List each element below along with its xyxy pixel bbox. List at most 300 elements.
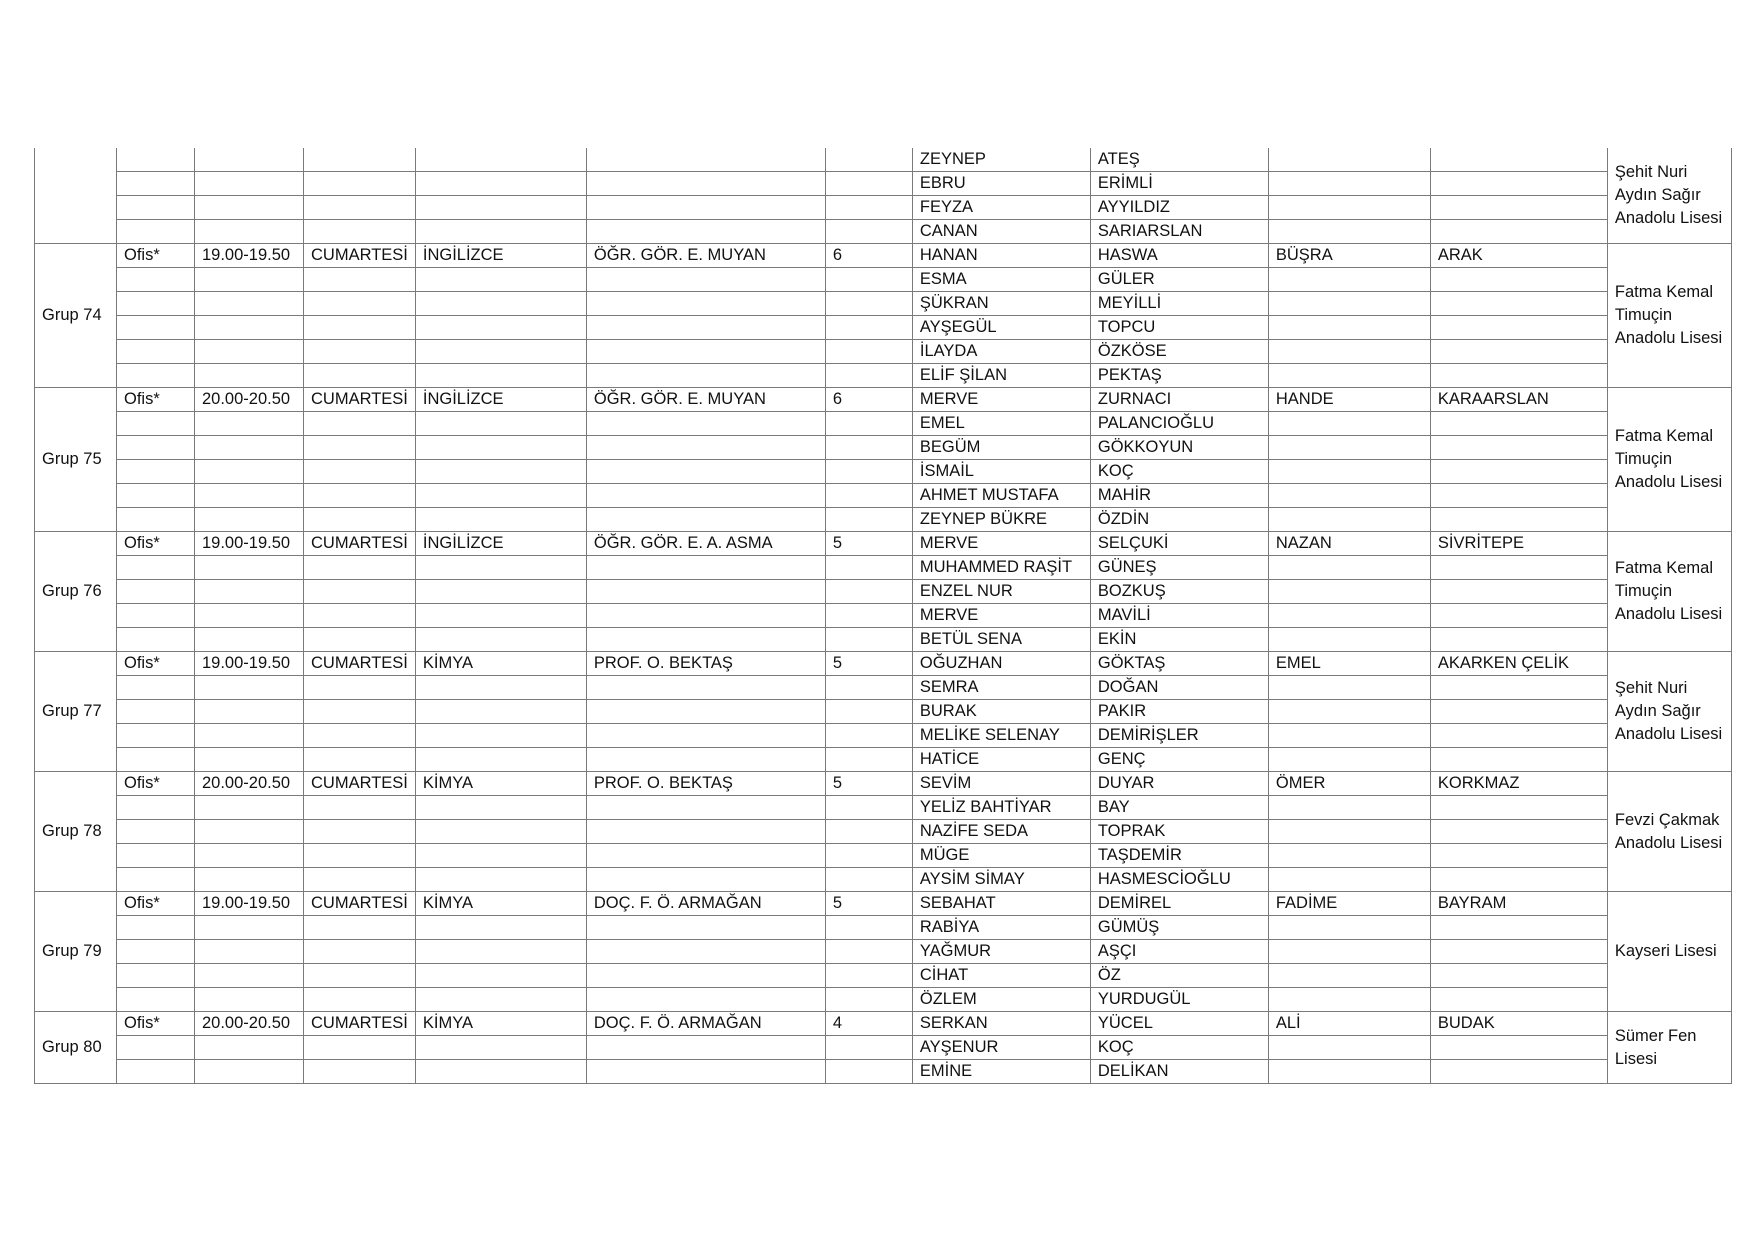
subject-cell: [415, 796, 586, 820]
mentor-first-name-cell: ÖMER: [1268, 772, 1430, 796]
count-cell: [825, 940, 912, 964]
room-cell: [117, 988, 195, 1012]
room-cell: [117, 844, 195, 868]
table-row: [35, 628, 1732, 652]
room-cell: [117, 340, 195, 364]
subject-cell: [415, 220, 586, 244]
student-first-name-cell: ÖZLEM: [912, 988, 1090, 1012]
table-row: [35, 412, 1732, 436]
teacher-cell: [586, 628, 825, 652]
teacher-cell: [586, 556, 825, 580]
subject-cell: [415, 964, 586, 988]
student-first-name-cell: ENZEL NUR: [912, 580, 1090, 604]
student-first-name-cell: ESMA: [912, 268, 1090, 292]
teacher-cell: PROF. O. BEKTAŞ: [586, 772, 825, 796]
room-cell: [117, 268, 195, 292]
student-last-name-cell: SELÇUKİ: [1090, 532, 1268, 556]
table-row: [35, 940, 1732, 964]
time-cell: [195, 700, 304, 724]
student-first-name-cell: İSMAİL: [912, 460, 1090, 484]
room-cell: Ofis*: [117, 1012, 195, 1036]
subject-cell: KİMYA: [415, 1012, 586, 1036]
time-cell: [195, 316, 304, 340]
mentor-last-name-cell: [1430, 460, 1607, 484]
student-first-name-cell: BURAK: [912, 700, 1090, 724]
count-cell: 5: [825, 652, 912, 676]
table-row: [35, 244, 1732, 268]
student-first-name-cell: AHMET MUSTAFA: [912, 484, 1090, 508]
table-row: [35, 868, 1732, 892]
time-cell: 19.00-19.50: [195, 652, 304, 676]
mentor-first-name-cell: [1268, 316, 1430, 340]
count-cell: [825, 868, 912, 892]
mentor-first-name-cell: EMEL: [1268, 652, 1430, 676]
time-cell: [195, 556, 304, 580]
table-row: [35, 556, 1732, 580]
table-row: [35, 580, 1732, 604]
room-cell: Ofis*: [117, 244, 195, 268]
subject-cell: [415, 172, 586, 196]
time-cell: 20.00-20.50: [195, 388, 304, 412]
time-cell: [195, 1060, 304, 1084]
school-name-cell: Şehit Nuri Aydın Sağır Anadolu Lisesi: [1607, 148, 1731, 244]
day-cell: [304, 820, 416, 844]
count-cell: [825, 916, 912, 940]
mentor-first-name-cell: [1268, 484, 1430, 508]
room-cell: [117, 796, 195, 820]
time-cell: [195, 940, 304, 964]
room-cell: [117, 916, 195, 940]
table-row: [35, 364, 1732, 388]
mentor-last-name-cell: ARAK: [1430, 244, 1607, 268]
table-row: [35, 316, 1732, 340]
room-cell: [117, 556, 195, 580]
teacher-cell: [586, 988, 825, 1012]
teacher-cell: [586, 940, 825, 964]
time-cell: [195, 196, 304, 220]
time-cell: [195, 916, 304, 940]
teacher-cell: [586, 172, 825, 196]
teacher-cell: [586, 436, 825, 460]
mentor-last-name-cell: [1430, 220, 1607, 244]
room-cell: Ofis*: [117, 892, 195, 916]
count-cell: [825, 148, 912, 172]
room-cell: [117, 292, 195, 316]
count-cell: [825, 820, 912, 844]
table-row: [35, 604, 1732, 628]
time-cell: [195, 628, 304, 652]
day-cell: [304, 916, 416, 940]
room-cell: [117, 748, 195, 772]
mentor-last-name-cell: [1430, 364, 1607, 388]
student-last-name-cell: TOPCU: [1090, 316, 1268, 340]
student-last-name-cell: ZURNACI: [1090, 388, 1268, 412]
student-first-name-cell: SEMRA: [912, 676, 1090, 700]
mentor-first-name-cell: [1268, 988, 1430, 1012]
student-last-name-cell: DEMİRİŞLER: [1090, 724, 1268, 748]
subject-cell: [415, 700, 586, 724]
subject-cell: [415, 268, 586, 292]
mentor-first-name-cell: [1268, 292, 1430, 316]
room-cell: [117, 700, 195, 724]
day-cell: CUMARTESİ: [304, 388, 416, 412]
day-cell: [304, 628, 416, 652]
teacher-cell: [586, 316, 825, 340]
mentor-first-name-cell: [1268, 580, 1430, 604]
student-first-name-cell: SEBAHAT: [912, 892, 1090, 916]
time-cell: 20.00-20.50: [195, 1012, 304, 1036]
table-row: [35, 844, 1732, 868]
teacher-cell: DOÇ. F. Ö. ARMAĞAN: [586, 1012, 825, 1036]
mentor-first-name-cell: HANDE: [1268, 388, 1430, 412]
day-cell: [304, 700, 416, 724]
day-cell: [304, 964, 416, 988]
mentor-first-name-cell: [1268, 268, 1430, 292]
room-cell: [117, 148, 195, 172]
student-last-name-cell: YURDUGÜL: [1090, 988, 1268, 1012]
teacher-cell: ÖĞR. GÖR. E. MUYAN: [586, 388, 825, 412]
count-cell: 5: [825, 892, 912, 916]
room-cell: [117, 460, 195, 484]
student-first-name-cell: CANAN: [912, 220, 1090, 244]
table-row: [35, 148, 1732, 172]
mentor-last-name-cell: [1430, 676, 1607, 700]
student-first-name-cell: HANAN: [912, 244, 1090, 268]
day-cell: [304, 796, 416, 820]
group-label-cell: Grup 74: [35, 244, 117, 388]
day-cell: [304, 436, 416, 460]
student-last-name-cell: DOĞAN: [1090, 676, 1268, 700]
day-cell: [304, 412, 416, 436]
count-cell: [825, 196, 912, 220]
teacher-cell: [586, 292, 825, 316]
mentor-last-name-cell: [1430, 940, 1607, 964]
subject-cell: [415, 292, 586, 316]
time-cell: [195, 340, 304, 364]
table-row: [35, 484, 1732, 508]
student-first-name-cell: HATİCE: [912, 748, 1090, 772]
student-last-name-cell: MAVİLİ: [1090, 604, 1268, 628]
table-row: [35, 460, 1732, 484]
mentor-first-name-cell: [1268, 460, 1430, 484]
room-cell: [117, 868, 195, 892]
student-first-name-cell: MELİKE SELENAY: [912, 724, 1090, 748]
count-cell: [825, 268, 912, 292]
count-cell: [825, 748, 912, 772]
count-cell: [825, 1060, 912, 1084]
group-label-cell: Grup 79: [35, 892, 117, 1012]
student-last-name-cell: ERİMLİ: [1090, 172, 1268, 196]
mentor-last-name-cell: SİVRİTEPE: [1430, 532, 1607, 556]
table-row: [35, 532, 1732, 556]
time-cell: [195, 748, 304, 772]
student-first-name-cell: AYŞENUR: [912, 1036, 1090, 1060]
mentor-last-name-cell: [1430, 700, 1607, 724]
count-cell: [825, 172, 912, 196]
student-first-name-cell: MERVE: [912, 532, 1090, 556]
count-cell: [825, 964, 912, 988]
student-last-name-cell: ATEŞ: [1090, 148, 1268, 172]
mentor-last-name-cell: [1430, 508, 1607, 532]
mentor-last-name-cell: [1430, 484, 1607, 508]
student-last-name-cell: PAKIR: [1090, 700, 1268, 724]
table-row: [35, 220, 1732, 244]
student-first-name-cell: EBRU: [912, 172, 1090, 196]
teacher-cell: [586, 268, 825, 292]
room-cell: [117, 940, 195, 964]
subject-cell: [415, 1036, 586, 1060]
room-cell: [117, 964, 195, 988]
subject-cell: [415, 604, 586, 628]
student-last-name-cell: BOZKUŞ: [1090, 580, 1268, 604]
count-cell: [825, 484, 912, 508]
teacher-cell: [586, 364, 825, 388]
mentor-first-name-cell: [1268, 796, 1430, 820]
room-cell: [117, 628, 195, 652]
mentor-last-name-cell: [1430, 556, 1607, 580]
schedule-body: [35, 148, 1732, 1084]
time-cell: [195, 988, 304, 1012]
table-row: [35, 1060, 1732, 1084]
student-last-name-cell: GENÇ: [1090, 748, 1268, 772]
table-row: [35, 340, 1732, 364]
student-last-name-cell: GÜLER: [1090, 268, 1268, 292]
room-cell: [117, 676, 195, 700]
mentor-first-name-cell: [1268, 340, 1430, 364]
subject-cell: İNGİLİZCE: [415, 532, 586, 556]
time-cell: [195, 220, 304, 244]
mentor-last-name-cell: AKARKEN ÇELİK: [1430, 652, 1607, 676]
time-cell: [195, 412, 304, 436]
subject-cell: [415, 580, 586, 604]
teacher-cell: [586, 220, 825, 244]
count-cell: [825, 556, 912, 580]
time-cell: 19.00-19.50: [195, 244, 304, 268]
time-cell: [195, 172, 304, 196]
subject-cell: [415, 1060, 586, 1084]
day-cell: [304, 868, 416, 892]
teacher-cell: [586, 196, 825, 220]
teacher-cell: [586, 1036, 825, 1060]
subject-cell: [415, 916, 586, 940]
subject-cell: [415, 820, 586, 844]
table-row: [35, 1036, 1732, 1060]
school-name-cell: Fatma Kemal Timuçin Anadolu Lisesi: [1607, 532, 1731, 652]
room-cell: [117, 580, 195, 604]
mentor-first-name-cell: [1268, 508, 1430, 532]
teacher-cell: [586, 748, 825, 772]
count-cell: [825, 364, 912, 388]
count-cell: [825, 316, 912, 340]
table-row: [35, 988, 1732, 1012]
day-cell: [304, 268, 416, 292]
time-cell: 19.00-19.50: [195, 532, 304, 556]
student-last-name-cell: YÜCEL: [1090, 1012, 1268, 1036]
student-first-name-cell: OĞUZHAN: [912, 652, 1090, 676]
mentor-first-name-cell: [1268, 172, 1430, 196]
teacher-cell: ÖĞR. GÖR. E. A. ASMA: [586, 532, 825, 556]
count-cell: 6: [825, 388, 912, 412]
table-row: [35, 748, 1732, 772]
day-cell: CUMARTESİ: [304, 892, 416, 916]
count-cell: 4: [825, 1012, 912, 1036]
subject-cell: İNGİLİZCE: [415, 244, 586, 268]
teacher-cell: [586, 1060, 825, 1084]
mentor-first-name-cell: [1268, 196, 1430, 220]
student-last-name-cell: GÖKKOYUN: [1090, 436, 1268, 460]
student-last-name-cell: DUYAR: [1090, 772, 1268, 796]
teacher-cell: [586, 508, 825, 532]
student-first-name-cell: ELİF ŞİLAN: [912, 364, 1090, 388]
table-row: [35, 508, 1732, 532]
teacher-cell: [586, 724, 825, 748]
count-cell: [825, 412, 912, 436]
student-first-name-cell: ZEYNEP: [912, 148, 1090, 172]
student-first-name-cell: RABİYA: [912, 916, 1090, 940]
time-cell: [195, 844, 304, 868]
teacher-cell: [586, 580, 825, 604]
time-cell: [195, 820, 304, 844]
mentor-last-name-cell: [1430, 988, 1607, 1012]
count-cell: [825, 700, 912, 724]
day-cell: [304, 364, 416, 388]
room-cell: [117, 820, 195, 844]
teacher-cell: [586, 484, 825, 508]
mentor-first-name-cell: NAZAN: [1268, 532, 1430, 556]
time-cell: [195, 148, 304, 172]
student-first-name-cell: MERVE: [912, 388, 1090, 412]
student-first-name-cell: BEGÜM: [912, 436, 1090, 460]
student-last-name-cell: BAY: [1090, 796, 1268, 820]
mentor-last-name-cell: [1430, 268, 1607, 292]
time-cell: [195, 1036, 304, 1060]
mentor-last-name-cell: KORKMAZ: [1430, 772, 1607, 796]
day-cell: [304, 1036, 416, 1060]
teacher-cell: [586, 460, 825, 484]
student-first-name-cell: İLAYDA: [912, 340, 1090, 364]
time-cell: [195, 964, 304, 988]
day-cell: [304, 316, 416, 340]
room-cell: Ofis*: [117, 388, 195, 412]
teacher-cell: [586, 148, 825, 172]
student-last-name-cell: PEKTAŞ: [1090, 364, 1268, 388]
mentor-first-name-cell: [1268, 724, 1430, 748]
day-cell: [304, 844, 416, 868]
mentor-first-name-cell: [1268, 220, 1430, 244]
mentor-first-name-cell: [1268, 412, 1430, 436]
mentor-last-name-cell: [1430, 748, 1607, 772]
teacher-cell: [586, 916, 825, 940]
mentor-last-name-cell: [1430, 148, 1607, 172]
mentor-first-name-cell: ALİ: [1268, 1012, 1430, 1036]
day-cell: [304, 508, 416, 532]
student-first-name-cell: YAĞMUR: [912, 940, 1090, 964]
count-cell: [825, 220, 912, 244]
subject-cell: [415, 676, 586, 700]
student-first-name-cell: CİHAT: [912, 964, 1090, 988]
count-cell: 5: [825, 772, 912, 796]
student-first-name-cell: EMEL: [912, 412, 1090, 436]
subject-cell: [415, 556, 586, 580]
count-cell: [825, 844, 912, 868]
day-cell: [304, 988, 416, 1012]
subject-cell: [415, 628, 586, 652]
day-cell: [304, 220, 416, 244]
subject-cell: [415, 196, 586, 220]
mentor-last-name-cell: [1430, 820, 1607, 844]
mentor-first-name-cell: [1268, 916, 1430, 940]
mentor-first-name-cell: [1268, 1060, 1430, 1084]
count-cell: [825, 628, 912, 652]
student-first-name-cell: AYŞEGÜL: [912, 316, 1090, 340]
room-cell: [117, 508, 195, 532]
room-cell: [117, 724, 195, 748]
student-first-name-cell: ŞÜKRAN: [912, 292, 1090, 316]
day-cell: [304, 172, 416, 196]
student-last-name-cell: ÖZKÖSE: [1090, 340, 1268, 364]
count-cell: [825, 796, 912, 820]
day-cell: [304, 1060, 416, 1084]
mentor-first-name-cell: [1268, 556, 1430, 580]
table-row: [35, 892, 1732, 916]
student-last-name-cell: GÜMÜŞ: [1090, 916, 1268, 940]
student-last-name-cell: ÖZ: [1090, 964, 1268, 988]
time-cell: [195, 580, 304, 604]
day-cell: [304, 724, 416, 748]
student-first-name-cell: AYSİM SİMAY: [912, 868, 1090, 892]
mentor-last-name-cell: [1430, 1060, 1607, 1084]
student-first-name-cell: NAZİFE SEDA: [912, 820, 1090, 844]
subject-cell: [415, 340, 586, 364]
mentor-first-name-cell: [1268, 1036, 1430, 1060]
subject-cell: KİMYA: [415, 772, 586, 796]
count-cell: [825, 436, 912, 460]
group-label-cell: [35, 148, 117, 244]
mentor-first-name-cell: [1268, 748, 1430, 772]
table-row: [35, 436, 1732, 460]
mentor-first-name-cell: [1268, 676, 1430, 700]
room-cell: Ofis*: [117, 772, 195, 796]
count-cell: [825, 724, 912, 748]
mentor-first-name-cell: [1268, 364, 1430, 388]
time-cell: [195, 868, 304, 892]
mentor-first-name-cell: FADİME: [1268, 892, 1430, 916]
table-row: [35, 916, 1732, 940]
room-cell: [117, 1060, 195, 1084]
subject-cell: [415, 316, 586, 340]
room-cell: [117, 172, 195, 196]
mentor-last-name-cell: [1430, 916, 1607, 940]
day-cell: [304, 460, 416, 484]
day-cell: [304, 604, 416, 628]
subject-cell: [415, 508, 586, 532]
student-first-name-cell: BETÜL SENA: [912, 628, 1090, 652]
mentor-last-name-cell: [1430, 868, 1607, 892]
table-row: [35, 676, 1732, 700]
day-cell: [304, 748, 416, 772]
student-last-name-cell: AŞÇI: [1090, 940, 1268, 964]
mentor-last-name-cell: [1430, 340, 1607, 364]
student-first-name-cell: ZEYNEP BÜKRE: [912, 508, 1090, 532]
subject-cell: [415, 460, 586, 484]
table-row: [35, 820, 1732, 844]
mentor-last-name-cell: [1430, 196, 1607, 220]
teacher-cell: [586, 340, 825, 364]
room-cell: [117, 604, 195, 628]
time-cell: [195, 460, 304, 484]
table-row: [35, 772, 1732, 796]
time-cell: [195, 436, 304, 460]
